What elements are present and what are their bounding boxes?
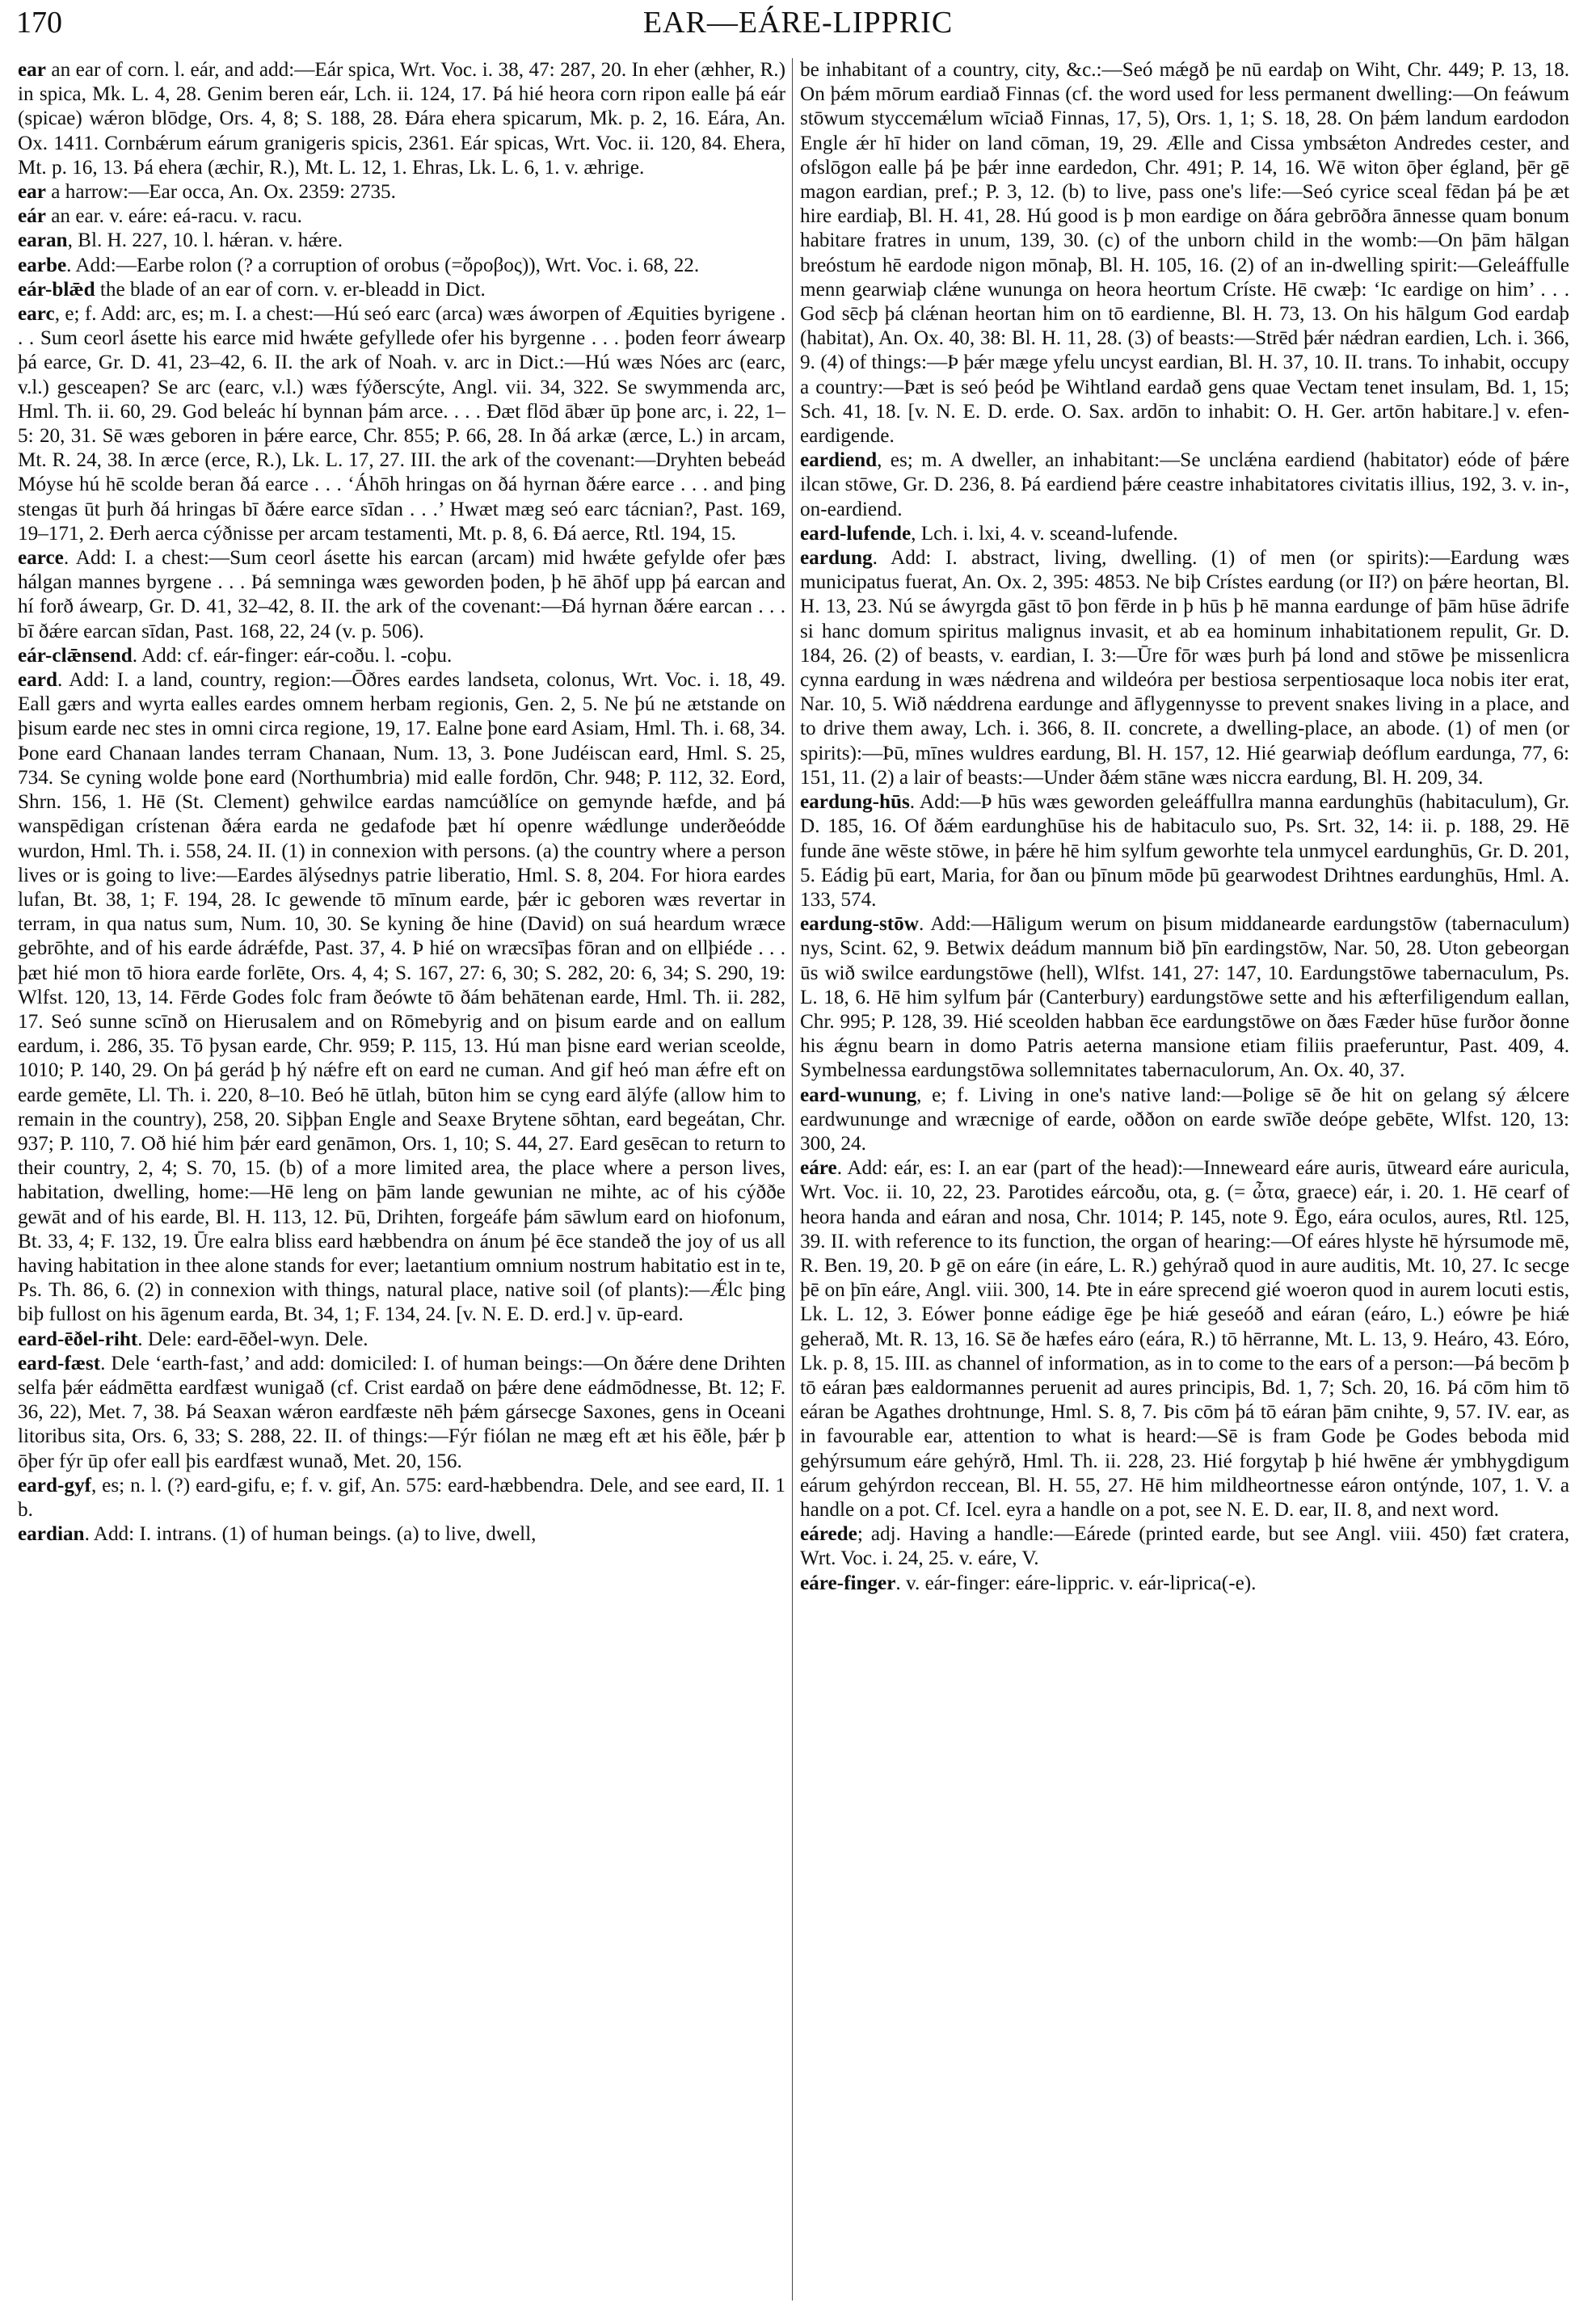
dictionary-entry — [800, 448, 1569, 522]
dictionary-entry — [18, 204, 785, 229]
dictionary-entry — [18, 180, 785, 204]
dictionary-entry — [18, 1352, 785, 1474]
headword: eardung-stōw — [800, 913, 919, 936]
headword: earbe — [18, 254, 67, 276]
headword: eardung — [800, 547, 873, 570]
dictionary-entry — [800, 522, 1569, 546]
dictionary-entry — [18, 278, 785, 302]
headword: eár-blǣd — [18, 278, 95, 301]
dictionary-entry — [18, 644, 785, 668]
entry-text: . Add: I. a land, country, region:—Ōðres eardes landseta, colonus, Wrt. Voc. i. 18, 49. Eall gærs and wyrta ealles eardes omnem herbam regionis, Gen. 2, 5. Ne þú ne ætstande on þisum earde nec stes in omni circa regione, 19, 17. Ealne þone eard Asiam, Hml. Th. i. 68, 34. Þone eard Chanaan landes terram Chanaan, Num. 13, 3. Þone Judéiscan eard, Hml. S. 25, 734. Se cyning wolde þone eard (Northumbria) mid ealle fordōn, Chr. 948; P. 112, 32. Eord, Shrn. 156, 1. Hē (St. Clement) gehwilce eardas namcúðlíce on gemynde hæfde, and þá wanspēdigan crístenan ðǽra earda ne gedafode þæt hí openre wǽdlunge underðeódde wurdon, Hml. Th. i. 558, 24. II. (1) in connexion with persons. (a) the country where a person lives or is going to live:—Eardes ālýsednys patrie liberatio, Hml. S. 8, 204. For hiora eardes lufan, Bt. 38, 1; F. 194, 28. Ic gewende tō mīnum earde, þǽr ic geboren wæs revertar in terram, in qua natus sum, Num. 10, 30. Se kyning ðe hine (David) on suá heardum wræce gebrōhte, and of his earde ádrǽfde, Past. 37, 4. Þ hié on wræcsīþas fōran and on ellþiéde . . . þæt hié mon tō hiora earde forlēte, Ors. 4, 4; S. 167, 27: 6, 30; S. 282, 20: 6, 34; S. 290, 19: Wlfst. 120, 13, 14. Fērde Godes folc fram ðeówte tō ðám behātenan earde, Hml. Th. ii. 282, 17. Seó sunne scīnð on Hierusalem and on Rōmebyrig and on þisum earde and on eallum eardum, i. 286, 35. Tō þysan earde, Chr. 959; P. 115, 13. Hú man þisne eard werian sceolde, 1010; P. 140, 29. On þá gerád þ hý nǽfre eft on eard ne cuman. And gif heó man ǽfre eft on earde gemēte, Ll. Th. i. 220, 8–10. Beó hē ūtlah, būton him se cyng eard ālýfe (allow him to remain in the country), 258, 20. Siþþan Engle and Seaxe Brytene sōhtan, eard begeátan, Chr. 937; P. 110, 7. Oð hié him þǽr eard genāmon, Ors. 1, 10; S. 44, 27. Eard gesēcan to return to their country, 2, 4; S. 70, 15. (b) of a more limited area, the place where a person lives, habitation, dwelling, home:—Hē leng on þām lande gewunian ne mihte, ac of his cýððe gewāt and of his earde, Bl. H. 113, 12. Þū, Drihten, forgeáfe þám sāwlum eard on hiofonum, Bt. 33, 4; F. 132, 19. Ūre ealra bliss eard hæbbendra on ánum þé ēce standeð the joy of us all having habitation in thee alone stands for ever; laetantium omnium nostrum habitatio est in te, Ps. Th. 86, 6. (2) in connexion with things, natural place, native soil (of plants):—Ǽlc þing biþ fullost on his āgenum earda, Bt. 34, 1; F. 134, 24. [v. N. E. D. erd.] v. ūp-eard. — [18, 669, 785, 1326]
dictionary-entry — [18, 1328, 785, 1352]
entry-text: . v. eár-finger: eáre-lippric. v. eár-liprica(-e). — [895, 1572, 1257, 1594]
dictionary-entry — [18, 302, 785, 546]
entry-text: an ear of corn. l. eár, and add:—Eár spica, Wrt. Voc. i. 38, 47: 287, 20. In eher (æhher, R.) in spica, Mk. L. 4, 28. Genim beren eár, Lch. ii. 124, 17. Þá hié heora corn ripon ealle þá eár (spicae) wǽron blōdge, Ors. 4, 8; S. 188, 28. Ðára ehera spicarum, Mk. p. 2, 16. Eára, An. Ox. 1411. Cornbǽrum eárum granigeris spicis, 2361. Eár spicas, Wrt. Voc. ii. 120, 84. Ehera, Mt. p. 16, 13. Þá ehera (æchir, R.), Mt. L. 12, 1. Ehras, Lk. L. 6, 1. v. æhrige. — [18, 59, 785, 179]
entry-text: , Bl. H. 227, 10. l. hǽran. v. hǽre. — [67, 229, 343, 252]
entry-text: a harrow:—Ear occa, An. Ox. 2359: 2735. — [45, 181, 396, 204]
entry-text: ; adj. Having a handle:—Eárede (printed earde, but see Angl. viii. 450) fæt cratera, Wrt. Voc. i. 24, 25. v. eáre, V. — [800, 1523, 1569, 1570]
dictionary-entry — [18, 58, 785, 180]
headword: eárede — [800, 1523, 857, 1546]
headword: eard-fæst — [18, 1352, 101, 1374]
right-column — [800, 58, 1569, 1596]
dictionary-entry — [800, 546, 1569, 790]
dictionary-entry — [800, 58, 1569, 448]
dictionary-entry — [800, 790, 1569, 912]
entry-text: , e; f. Living in one's native land:—Þolige sē ðe hit on gelang sý ǽlcere eardwununge and wræcnige of earde, oððon on earde swīðe deópe gebēte, Wlfst. 120, 13: 300, 24. — [800, 1084, 1569, 1155]
entry-text: . Add: I. a chest:—Sum ceorl ásette his earcan (arcam) mid hwǽte gefylde ofer þæs hálgan mannes byrgene . . . Þá semninga wæs geworden þoden, þ hē āhōf upp þá earcan and hí forð áwearp, Gr. D. 41, 32–42, 8. II. the ark of the covenant:—Ðá hyrnan ðǽre earcan . . . bī ðǽre earcan sīdan, Past. 168, 22, 24 (v. p. 506). — [18, 547, 785, 642]
headword: eard-wunung — [800, 1084, 917, 1106]
headword: eard-lufende — [800, 522, 912, 545]
dictionary-entry — [18, 254, 785, 278]
headword: eard-ēðel-riht — [18, 1328, 138, 1350]
entry-text: , es; m. A dweller, an inhabitant:—Se unclǽna eardiend (habitator) eóde of þǽre ilcan stōwe, Gr. D. 236, 8. Þá eardiend þǽre ceastre inhabitatores civitatis illius, 192, 3. v. in-, on-eardiend. — [800, 449, 1569, 520]
entry-text: . Add: eár, es: I. an ear (part of the head):—Inneweard eáre auris, ūtweard eáre auricula, Wrt. Voc. ii. 10, 22, 23. Parotides eárcoðu, ota, g. (= ὦτα, graece) eár, i. 20. 1. Hē cearf of heora handa and eáran and nosa, Chr. 1014; P. 145, note 9. Ēgo, eára oculos, aures, Rtl. 125, 39. II. with reference to its function, the organ of hearing:—Of eáres hlyste hē hýrsumode mē, R. Ben. 19, 20. Þ gē on eáre (in eáre, L. R.) gehýrað quod in aure auditis, Mt. 10, 27. Ic secge þē on þīn eáre, Angl. viii. 300, 14. Þte in eáre sprecend gié woeron quod in aurem locuti estis, Lk. L. 12, 3. Eówer þonne eádige ēge þe hiǽ geseóð and eáran (eáro, L.) eówre þe hiǽ geherað, Mt. R. 13, 16. Sē ðe hæfes eáro (eára, R.) tō hērranne, Mt. L. 13, 9. Heáro, 43. Eóro, Lk. p. 8, 15. III. as channel of information, as in to come to the ears of a person:—Þá becōm þ tō eáran þæs ealdormannes peruenit ad aures principis, Bd. 1, 7; Sch. 20, 16. Þá cōm him tō eáran be Agathes drohtnunge, Hml. S. 8, 7. Þis cōm þá tō eáran þām cnihte, 9, 57. IV. ear, as in favourable ear, attention to what is heard:—Sē is fram Gode þe Godes beboda mid gehýrsumum eáre gehýrð, Hml. Th. ii. 228, 23. Hié forgytaþ þ hié hwēne ǽr ymbhygdigum eárum gehýrdon reccean, Bl. H. 55, 27. Hē him mildheortnesse eáron ontýnde, 107, 1. V. a handle on a pot. Cf. Icel. eyra a handle on a pot, see N. E. D. ear, II. 8, and next word. — [800, 1157, 1569, 1521]
dictionary-entry — [18, 1474, 785, 1522]
headword: earce — [18, 547, 64, 570]
entry-text: the blade of an ear of corn. v. er-bleadd in Dict. — [95, 278, 486, 301]
dictionary-entry — [18, 229, 785, 253]
entry-text: , es; n. l. (?) eard-gifu, e; f. v. gif, An. 575: eard-hæbbendra. Dele, and see eard, II. 1 b. — [18, 1474, 785, 1521]
left-column — [18, 58, 785, 1547]
headword: ear — [18, 181, 46, 204]
dictionary-entry — [800, 1084, 1569, 1157]
headword: eardung-hūs — [800, 791, 910, 814]
headword: eardian — [18, 1523, 85, 1546]
entry-text: . Add:—Þ hūs wæs geworden geleáffullra manna eardunghūs (habitaculum), Gr. D. 185, 16. Of ðǽm eardunghūse his de habitaculo suo, Ps. Srt. 32, 14: ii. p. 188, 29. Hē funde āne wēste stōwe, in þǽre hē him sylfum geworhte tela unmycel eardunghūs, Gr. D. 201, 5. Eádig þū eart, Maria, for ðan ou þīnum mōde þū gearwodest Drihtnes eardunghūs, Hml. A. 133, 574. — [800, 791, 1569, 911]
dictionary-entry — [800, 912, 1569, 1083]
entry-text: , e; f. Add: arc, es; m. I. a chest:—Hú seó earc (arca) wæs áworpen of Æquities byrigene . . . Sum ceorl ásette his earce mid hwǽte gefyllede ofer his byrgenne . . . þoden feorr áwearp þá earce, Gr. D. 41, 23–42, 6. II. the ark of Noah. v. arc in Dict.:—Hú wæs Nóes arc (earc, v.l.) gesceapen? Se arc (earc, v.l.) wæs fýðerscýte, Angl. vii. 34, 322. Se swymmenda arc, Hml. Th. ii. 60, 29. God beleác hí bynnan þám arce. . . . Ðæt flōd ābær ūp þone arc, i. 22, 1–5: 20, 31. Sē wæs geboren in þǽre earce, Chr. 855; P. 66, 28. In ðá arkæ (ærce, L.) in arcam, Mt. R. 24, 38. In ærce (erce, R.), Lk. L. 17, 27. III. the ark of the covenant:—Dryhten bebeád Móyse hú hē scolde beran ðá earce . . . ‘Áhōh hringas on ðá hyrnan ðǽre earce . . . and þing stengas ūt þurh ðá hringas bī ðǽre earce sīdan . . .’ Hwæt mæg seó earc tácnian?, Past. 169, 19–171, 2. Ðerh aerca cýðnisse per arcam testamenti, Mt. p. 8, 6. Ðá aerce, Rtl. 194, 15. — [18, 303, 785, 545]
page-number: 170 — [16, 6, 62, 40]
entry-text: . Add:—Earbe rolon (? a corruption of orobus (=ὄροβος)), Wrt. Voc. i. 68, 22. — [66, 254, 700, 276]
headword: ear — [18, 59, 46, 81]
page-title: EAR—EÁRE-LIPPRIC — [642, 6, 954, 40]
entry-text: an ear. v. eáre: eá-racu. v. racu. — [45, 205, 302, 228]
headword: eard — [18, 669, 57, 692]
headword: eáre — [800, 1157, 837, 1180]
dictionary-entry — [18, 546, 785, 644]
entry-text: . Dele: eard-ēðel-wyn. Dele. — [137, 1328, 368, 1350]
headword: earan — [18, 229, 68, 252]
entry-text: . Add: I. abstract, living, dwelling. (1) of men (or spirits):—Eardung wæs municipatus fuerat, An. Ox. 2, 395: 4853. Ne biþ Crístes eardung (or II?) on þǽre heortan, Bl. H. 13, 23. Nú se áwyrgda gāst tō þon fērde in þ hūs þ hē manna eardunge of þām hūse ādrife si hanc domum spiritus malignus invasit, et ab ea hominum inhabitationem repulit, Gr. D. 184, 26. (2) of beasts, v. eardian, I. 3:—Ūre fōr wæs þurh þá lond and stōwe þe missenlicra cynna eardung in wæs nǽdrena and wildeóra per bestiosa serpentiosaque loca nobis iter erat, Nar. 10, 5. Wið nǽddrena eardunge and āflygennysse to prevent snakes living in a place, and to drive them away, Lch. i. 366, 8. II. concrete, a dwelling-place, an abode. (1) of men (or spirits):—Þū, mīnes wuldres eardung, Bl. H. 157, 12. Hié gearwiaþ deóflum eardunga, 77, 6: 151, 11. (2) a lair of beasts:—Under ðǽm stāne wæs niccra eardung, Bl. H. 209, 34. — [800, 547, 1569, 789]
headword: eár-clǣnsend — [18, 644, 133, 667]
headword: eáre-finger — [800, 1572, 896, 1594]
entry-text: . Add: cf. eár-finger: eár-coðu. l. -coþu. — [132, 644, 453, 667]
column-divider — [792, 58, 793, 2300]
entry-text: . Dele ‘earth-fast,’ and add: domiciled: I. of human beings:—On ðǽre dene Drihten selfa þǽr eádmētta eardfæst wunigað (cf. Crist eardað on þǽre dene eádmōdnesse, Bt. 12; F. 36, 22), Met. 7, 38. Þá Seaxan wǽron eardfæste nēh þǽm gársecge Saxones, gens in Oceani litoribus sita, Ors. 6, 33; S. 288, 22. II. of things:—Fýr fiólan ne mæg eft æt his ēðle, þǽr þ ōþer fýr ūp ofer eall þis eardfæst wunað, Met. 20, 156. — [18, 1352, 785, 1472]
dictionary-entry — [800, 1522, 1569, 1571]
entry-text: . Add: I. intrans. (1) of human beings. (a) to live, dwell, — [84, 1523, 537, 1546]
entry-text: , Lch. i. lxi, 4. v. sceand-lufende. — [911, 522, 1178, 545]
headword: eardiend — [800, 449, 878, 472]
headword: eard-gyf — [18, 1474, 91, 1496]
dictionary-entry — [18, 1522, 785, 1547]
dictionary-entry — [800, 1156, 1569, 1522]
page-header — [16, 5, 1580, 45]
headword: eár — [18, 205, 46, 228]
entry-text: . Add:—Hāligum werum on þisum middanearde eardungstōw (tabernaculum) nys, Scint. 62, 9. Betwix deádum mannum bið þīn eardingstōw, Nar. 50, 28. Uton gebeorgan ūs wið swilce eardungstōwe (hell), Wlfst. 141, 27: 147, 10. Eardungstōwe tabernaculum, Ps. L. 18, 6. Hē him sylfum þár (Canterbury) eardungstōwe sette and his æfterfiligendum eallan, Chr. 995; P. 128, 39. Hié sceolden habban ēce eardungstōwe on ðæs Fæder hūse furðor ðonne his ǽgnu bearn in domo Patris aeterna mansione etiam filiis praeferuntur, Past. 409, 4. Symbelnessa eardungstōwa sollemnitates tabernaculorum, An. Ox. 40, 37. — [800, 913, 1569, 1082]
dictionary-entry — [18, 668, 785, 1327]
entry-text: be inhabitant of a country, city, &c.:—Seó mǽgð þe nū eardaþ on Wiht, Chr. 449; P. 13, 18. On þǽm mōrum eardiað Finnas (cf. the word used for less permanent dwelling:—On feáwum stōwum styccemǽlum wīciað Finnas, 17, 5), Ors. 1, 1; S. 18, 28. On þǽm landum eardodon Engle ǽr hī hider on land cōman, 19, 29. Ælle and Cissa ymbsǽton Andredes cester, and ofslōgon ealle þá þe þǽr inne eardedon, Chr. 491; P. 14, 16. Wē witon ōþer égland, þēr gē magon eardian, pref.; P. 3, 12. (b) to live, pass one's life:—Seó cyrice sceal fēdan þá þe æt hire eardiaþ, Bl. H. 41, 28. Hú good is þ mon eardige on ðára gebrōðra ānnesse quam bonum habitare fratres in unum, 139, 30. (c) of the unborn child in the womb:—On þām hālgan breóstum hē eardode nigon mōnaþ, Bl. H. 105, 16. (2) of an in-dwelling spirit:—Geleáffulle menn gearwiaþ clǽne wununga on heora heortum Críste. Hē cwæþ: ‘Ic eardige on him’ . . . God sēcþ þá clǽnan heortan him on tō eardienne, Bl. H. 73, 13. On his hālgum God eardaþ (habitat), An. Ox. 40, 38: Bl. H. 11, 28. (3) of beasts:—Strēd þǽr nǽdran eardien, Lch. i. 366, 9. (4) of things:—Þ þǽr mæge yfelu uncyst eardian, Bl. H. 37, 10. II. trans. To inhabit, occupy a country:—Þæt is seó þeód þe Wihtland eardað gens quae Vectam tenet insulam, Bd. 1, 15; Sch. 41, 18. [v. N. E. D. erde. O. Sax. ardōn to inhabit: O. H. Ger. artōn habitare.] v. efen-eardigende. — [800, 59, 1569, 448]
headword: earc — [18, 303, 55, 326]
dictionary-entry — [800, 1572, 1569, 1596]
